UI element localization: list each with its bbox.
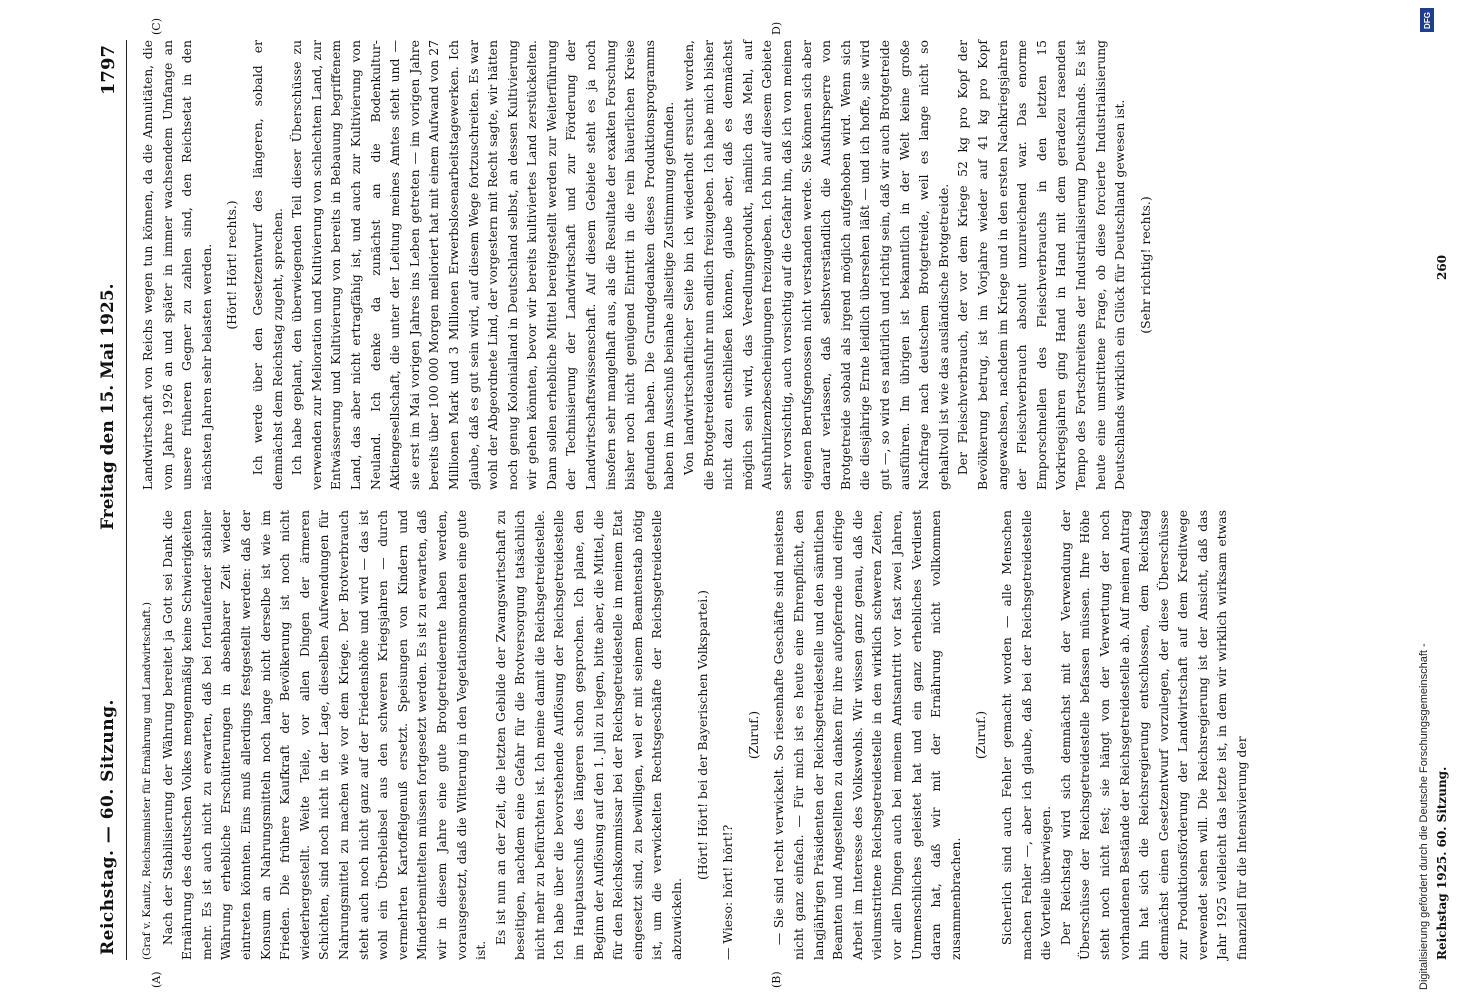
running-head-left: Reichstag. — 60. Sitzung. xyxy=(98,699,118,955)
margin-mark-a: (A) xyxy=(150,971,163,988)
right-column xyxy=(138,40,1428,490)
margin-mark-d: D) xyxy=(770,21,783,35)
paragraph: Ich werde über den Gesetzentwurf des längeren, sobald er demnächst dem Reichstag zugeht, sprechen. xyxy=(249,40,285,490)
interjection: (Zuruf.) xyxy=(745,710,761,760)
running-head-date: Freitag den 15. Mai 1925. xyxy=(98,283,118,530)
paragraph: Sicherlich sind auch Fehler gemacht worden — alle Menschen machen Fehler —, aber ich glaube, daß bei der Reichsgetreidestelle die Vorteile überwiegen. xyxy=(998,510,1054,960)
header-rule xyxy=(126,40,127,960)
dfg-logo: DFG xyxy=(1420,8,1434,32)
page-number: 1797 xyxy=(98,45,119,96)
interjection: (Hört! Hört! rechts.) xyxy=(224,200,240,330)
footer-session: Reichstag 1925. 60. Sitzung. xyxy=(1435,766,1449,960)
paragraph: Der Fleischverbrauch, der vor dem Kriege 52 kg pro Kopf der Bevölkerung betrug, ist im Vorjahre wieder auf 41 kg pro Kopf angewachsen, nachdem im Kriege und in den ersten Nachkriegsjahren der Fleischverbrauch absolut unzureichend war. Das enorme Emporschnellen des Fleischverbrauchs in den letzten 15 Vorkriegsjahren ging Hand in Hand mit dem geradezu rasenden Tempo des Fortschreitens der Industrialisierung Deutschlands. Es ist heute eine umstrittene Frage, ob diese forcierte Industrialisierung Deutschlands wirklich ein Glück für Deutschland gewesen ist. xyxy=(955,40,1128,490)
paragraph: Nach der Stabilisierung der Währung bereitet ja Gott sei Dank die Ernährung des deutschen Volkes mengenmäßig keine Schwierigkeiten mehr. Es ist auch nicht zu erwarten, daß bei fortlaufender stabiler Währung erhebliche Erschütterungen in absehbarer Zeit wieder eintreten könnten. Eins muß allerdings festgestellt werden: daß der Konsum an Nahrungsmitteln noch lange nicht derselbe ist wie im Frieden. Die frühere Kaufkraft der Bevölkerung ist noch nicht wiederhergestellt. Weite Teile, vor allen Dingen der ärmeren Schichten, sind noch nicht in der Lage, dieselben Aufwendungen für Nahrungsmittel zu machen wie vor dem Kriege. Der Brotverbrauch steht auch noch nicht ganz auf der Friedenshöhe und wird — das ist wohl ein Überbleibsel aus den schweren Kriegsjahren — durch vermehrten Kartoffelgenuß ersetzt. Speisungen von Kindern und Minderbemittelten müssen fortgesetzt werden. Es ist zu erwarten, daß wir in diesem Jahre eine gute Brotgetreideernte haben werden, vorausgesetzt, daß die Witterung in den Vegetationsmonaten eine gute ist. xyxy=(159,510,489,960)
interjection: (Sehr richtig! rechts.) xyxy=(1137,196,1153,334)
funding-note xyxy=(1418,10,1438,990)
paragraph: Landwirtschaft von Reichs wegen tun können, da die Annuitäten, die vom Jahre 1926 an und später in immer wachsendem Umfange an unsere früheren Gegner zu zahlen sind, den Reichsetat in den nächsten Jahren sehr belasten werden. xyxy=(140,40,214,490)
speaker-note: (Graf v. Kanitz, Reichsminister für Ernährung und Landwirtschaft.) xyxy=(141,602,153,960)
margin-mark-c: (C) xyxy=(150,18,163,35)
paragraph: Der Reichstag wird sich demnächst mit der Verwendung der Überschüsse der Reichsgetreidestelle befassen müssen. Ihre Höhe steht noch nicht fest; sie hängt von der Verwertung der noch vorhandenen Bestände der Reichsgetreidestelle ab. Auf meinen Antrag hin hat sich die Reichsregierung entschlossen, dem Reichstag demnächst einen Gesetzentwurf vorzulegen, der diese Überschüsse zur Produktionsförderung der Landwirtschaft auf dem Kreditwege verwendet sehen will. Die Reichsregierung ist der Ansicht, daß das Jahr 1925 vielleicht das letzte ist, in dem wir wirklich wirksam etwas finanziell für die Intensivierung der xyxy=(1057,510,1250,960)
paragraph: Ich habe geplant, den überwiegenden Teil dieser Überschüsse zu verwenden zur Melioration und Kultivierung von schlechtem Land, zur Entwässerung und Kultivierung von bereits in Bebauung begriffenem Land, das aber nicht ertragfähig ist, und auch zur Kultivierung von Neuland. Ich denke da zunächst an die Bodenkultur-Aktiengesellschaft, die unter der Leitung meines Amtes steht und — sie erst im Mai vorigen Jahres ins Leben getreten — im vorigen Jahre bereits über 100 000 Morgen melioriert hat mit einem Aufwand von 27 Millionen Mark und 3 Millionen Erwerbslosenarbeitstagewerken. Ich glaube, daß es gut sein wird, auf diesem Wege fortzuschreiten. Es war wohl der Abgeordnete Lind, der vorgestern mit Recht sagte, wir hätten noch genug Kolonialland in Deutschland selbst, an dessen Kultivierung wir gehen könnten, bevor wir bereits kultiviertes Land zerstückelten. Dann sollen erhebliche Mittel bereitgestellt werden zur Weiterführung der Technisierung der Landwirtschaft und zur Förderung der Landwirtschaftswissenschaft. Auf diesem Gebiete steht es ja noch insofern sehr mangelhaft aus, als die Resultate der exakten Forschung bisher noch nicht genügend Eintritt in die rein bäuerlichen Kreise gefunden haben. Die Grundgedanken dieses Produktionsprogramms haben im Ausschuß beinahe allseitige Zustimmung gefunden. xyxy=(289,40,677,490)
interjection: (Hört! Hört! bei der Bayerischen Volkspartei.) xyxy=(694,590,710,880)
paragraph: Es ist nun an der Zeit, die letzten Gebilde der Zwangswirtschaft zu beseitigen, nachdem eine Gefahr für die Brotversorgung tatsächlich nicht mehr zu befürchten ist. Ich meine damit die Reichsgetreidestelle. Ich habe über die bevorstehende Auflösung der Reichsgetreidestelle im Hauptausschuß des längeren schon gesprochen. Ich plane, den Beginn der Auflösung auf den 1. Juli zu legen, bitte aber, die Mittel, die für den Reichskommissar bei der Reichsgetreidestelle in meinem Etat eingesetzt sind, zu bewilligen, weil er mit seinem Beamtenstab nötig ist, um die verwickelten Rechtsgeschäfte der Reichsgetreidestelle abzuwickeln. xyxy=(492,510,685,960)
interjection: — Wieso: hört! hört!? xyxy=(720,824,736,960)
running-head xyxy=(90,40,130,960)
left-column xyxy=(138,510,1428,960)
footer-signature: 260 xyxy=(1435,254,1449,280)
paragraph: Von landwirtschaftlicher Seite bin ich wiederholt ersucht worden, die Brotgetreideausfuhr nun endlich freizugeben. Ich habe mich bisher nicht dazu entschließen können, glaube aber, daß es demnächst möglich sein wird, das Veredlungsprodukt, nämlich das Mehl, auf Ausfuhrlizenzbescheinigungen freizugeben. Ich bin auf diesem Gebiete sehr vorsichtig, auch vorsichtig auf die Gefahr hin, daß ich von meinen eigenen Berufsgenossen nicht verstanden werde. Sie können sich aber darauf verlassen, daß selbstverständlich die Ausfuhrsperre von Brotgetreide sobald als irgend möglich aufgehoben wird. Wenn sich die diesjährige Ernte leidlich übersehen läßt — und ich hoffe, sie wird gut —, so wird es natürlich und richtig sein, daß wir auch Brotgetreide ausführen. Im übrigen ist bekanntlich in der Welt keine große Nachfrage nach deutschem Brotgetreide, weil es lange nicht so gehaltvoll ist wie das ausländische Brotgetreide. xyxy=(681,40,951,490)
funding-note-text: Digitalisierung gefördert durch die Deutsche Forschungsgemeinschaft - xyxy=(1418,643,1430,990)
paragraph: — Sie sind recht verwickelt. So riesenhafte Geschäfte sind meistens nicht ganz einfach. — Für mich ist es heute eine Ehrenpflicht, den langjährigen Präsidenten der Reichsgetreidestelle und den sämtlichen Beamten und Angestellten zu danken für ihre aufopfernde und eifrige Arbeit im Interesse des Volkswohls. Wir wissen ganz genau, daß die vielumstrittene Reichsgetreidestelle in den wirklich schweren Zeiten, vor allen Dingen auch bei meinem Amtsantritt vor fast zwei Jahren, Unmenschliches geleistet hat und ein ganz erhebliches Verdienst daran hat, daß wir mit der Ernährung nicht vollkommen zusammenbrachen. xyxy=(771,510,963,960)
interjection: (Zuruf.) xyxy=(973,710,989,760)
margin-mark-b: (B) xyxy=(770,971,783,988)
